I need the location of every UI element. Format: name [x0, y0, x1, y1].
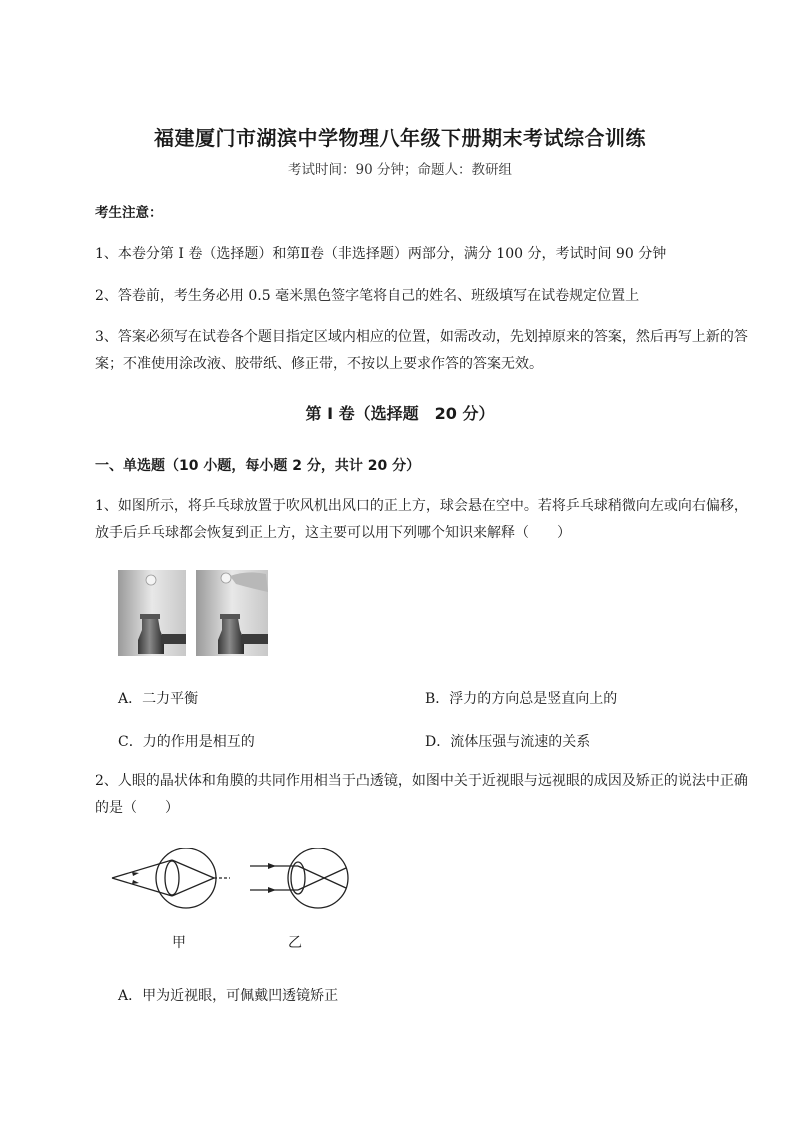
figure-label-jia: 甲 — [172, 935, 186, 951]
question-1-figure — [118, 570, 268, 656]
option-2a: A．甲为近视眼，可佩戴凹透镜矫正 — [118, 988, 339, 1004]
note-item-1: 1、本卷分第 I 卷（选择题）和第Ⅱ卷（非选择题）两部分，满分 100 分，考试时间 90 分钟 — [95, 246, 667, 262]
question-2-figure — [110, 848, 370, 940]
notes-heading: 考生注意： — [95, 205, 163, 221]
note-item-2: 2、答卷前，考生务必用 0.5 毫米黑色签字笔将自己的姓名、班级填写在试卷规定位置上 — [95, 288, 640, 304]
figure-label-yi: 乙 — [288, 935, 302, 951]
option-1b: B．浮力的方向总是竖直向上的 — [425, 691, 618, 707]
question-2-stem: 2、人眼的晶状体和角膜的共同作用相当于凸透镜，如图中关于近视眼与远视眼的成因及矫正的说法中正确的是（ ） — [95, 773, 748, 816]
section-title: 第 I 卷（选择题 20 分） — [305, 404, 495, 423]
hair-dryer-photos — [118, 570, 268, 656]
page-title: 福建厦门市湖滨中学物理八年级下册期末考试综合训练 — [154, 126, 646, 150]
option-1d: D．流体压强与流速的关系 — [425, 734, 591, 750]
eye-diagrams — [110, 848, 370, 940]
option-1a: A．二力平衡 — [118, 691, 199, 707]
option-1c: C．力的作用是相互的 — [118, 734, 255, 750]
note-item-3: 3、答案必须写在试卷各个题目指定区域内相应的位置，如需改动，先划掉原来的答案，然后再写上新的答案；不准使用涂改液、胶带纸、修正带，不按以上要求作答的答案无效。 — [95, 329, 748, 372]
part-heading: 一、单选题（10 小题，每小题 2 分，共计 20 分） — [95, 458, 421, 474]
exam-info: 考试时间：90 分钟；命题人：教研组 — [288, 162, 512, 178]
question-1-stem: 1、如图所示，将乒乓球放置于吹风机出风口的正上方，球会悬在空中。若将乒乓球稍微向左或向右偏移，放手后乒乓球都会恢复到正上方，这主要可以用下列哪个知识来解释（ ） — [95, 498, 748, 541]
